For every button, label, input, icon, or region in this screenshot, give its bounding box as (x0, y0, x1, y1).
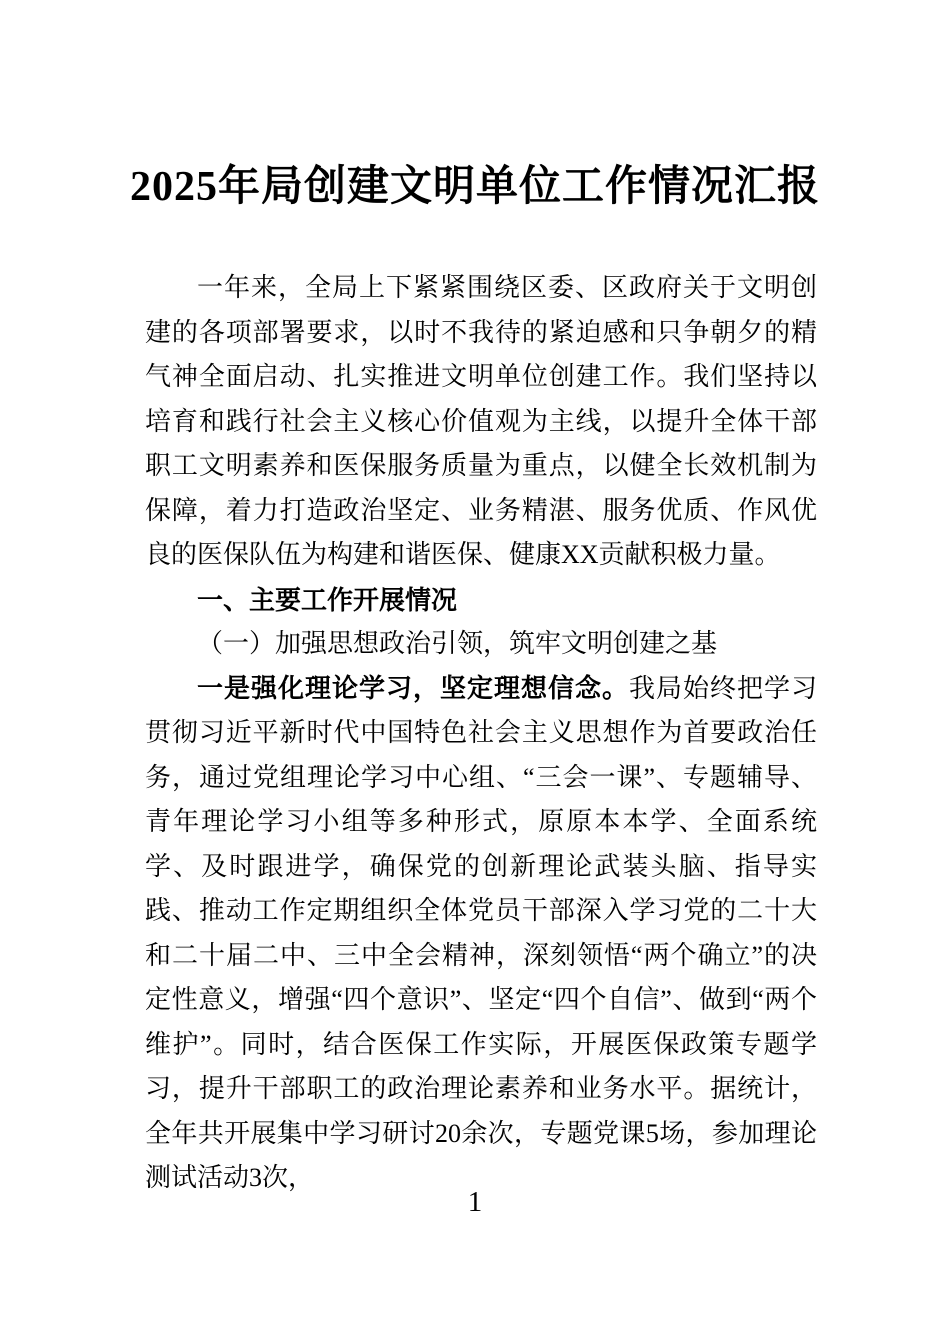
document-body (145, 266, 817, 1201)
intro-paragraph: 一年来，全局上下紧紧围绕区委、区政府关于文明创建的各项部署要求，以时不我待的紧迫感和只争朝夕的精气神全面启动、扎实推进文明单位创建工作。我们坚持以培育和践行社会主义核心价值观为主线，以提升全体干部职工文明素养和医保服务质量为重点，以健全长效机制为保障，着力打造政治坚定、业务精湛、服务优质、作风优良的医保队伍为构建和谐医保、健康XX贡献积极力量。 (145, 273, 817, 569)
paragraph-lead-bold: 一是强化理论学习，坚定理想信念。 (197, 673, 629, 703)
paragraph-body-text: 我局始终把学习贯彻习近平新时代中国特色社会主义思想作为首要政治任务，通过党组理论学习中心组、“三会一课”、专题辅导、青年理论学习小组等多种形式，原原本本学、全面系统学、及时跟进学，确保党的创新理论武装头脑、指导实践、推动工作定期组织全体党员干部深入学习党的二十大和二十届二中、三中全会精神，深刻领悟“两个确立”的决定性意义，增强“四个意识”、坚定“四个自信”、做到“两个维护”。同时，结合医保工作实际，开展医保政策专题学习，提升干部职工的政治理论素养和业务水平。据统计，全年共开展集中学习研讨20余次，专题党课5场，参加理论测试活动3次， (145, 673, 817, 1192)
theory-study-paragraph (145, 667, 817, 1201)
document-title: 2025年局创建文明单位工作情况汇报 (129, 164, 820, 210)
page-number: 1 (467, 1186, 483, 1218)
subsection-heading-ideological-leadership: （一）加强思想政治引领，筑牢文明创建之基 (197, 629, 718, 658)
section-heading-main-work: 一、主要工作开展情况 (197, 584, 458, 615)
